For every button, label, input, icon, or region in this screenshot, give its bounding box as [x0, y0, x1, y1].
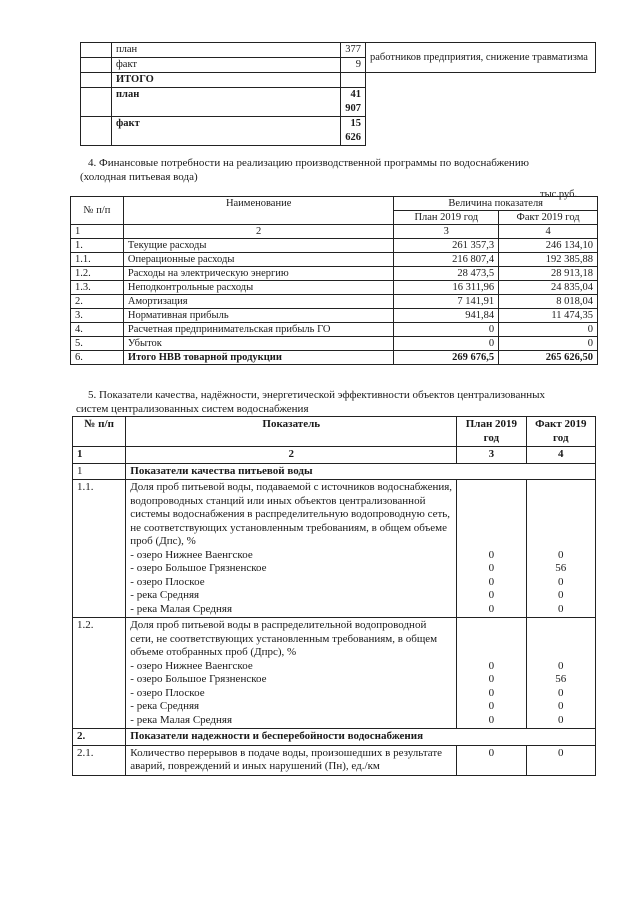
sub-name: - река Средняя [130, 589, 200, 601]
cell-name: Текущие расходы [123, 239, 393, 253]
cell-plan: 941,84 [394, 309, 499, 323]
cell-name: Нормативная прибыль [123, 309, 393, 323]
cell-plan: 216 807,4 [394, 253, 499, 267]
total-fact-value: 15 626 [341, 117, 366, 146]
header-fact: Факт 2019 год [526, 417, 595, 447]
row-label: план [112, 43, 341, 58]
quality-table [72, 416, 596, 776]
sub-plan: 0 [488, 686, 495, 699]
sub-plan: 0 [488, 562, 495, 574]
table-row [71, 309, 598, 323]
row-value: 377 [341, 43, 366, 58]
header-num: № п/п [73, 417, 126, 447]
cell-n: 1.1. [71, 253, 124, 267]
cell-name: Расходы на электрическую энергию [123, 267, 393, 281]
cell-fact: 0 [499, 323, 598, 337]
cell-plan: 7 141,91 [394, 295, 499, 309]
sub-plan-values [457, 480, 526, 618]
cell-fact: 192 385,88 [499, 253, 598, 267]
top-table-fragment [80, 42, 596, 146]
sub-plan: 0 [488, 673, 495, 685]
cell-name: Расчетная предпринимательская прибыль ГО [123, 323, 393, 337]
sub-fact: 0 [558, 548, 564, 561]
table-row [81, 43, 596, 58]
cell-plan: 0 [394, 323, 499, 337]
total-fact-label: факт [112, 117, 341, 146]
sub-name: - озеро Плоское [130, 686, 205, 699]
section4-unit: тыс.руб. [540, 189, 578, 200]
financial-rows [71, 239, 598, 351]
sub-names [130, 660, 452, 728]
sub-fact-values [526, 618, 595, 729]
header-name: Наименование [123, 197, 393, 225]
header-plan: План 2019 год [394, 211, 499, 225]
table-row [81, 117, 596, 146]
sub-names [130, 549, 452, 617]
cell-fact: 11 474,35 [499, 309, 598, 323]
sub-fact: 0 [558, 713, 564, 726]
table-row [71, 267, 598, 281]
sub-plan-values [457, 618, 526, 729]
cell-n: 5. [71, 337, 124, 351]
sub-fact: 0 [558, 659, 564, 672]
cell-fact: 0 [499, 337, 598, 351]
item-text: Доля проб питьевой воды в распределительной водопроводной сети, не соответствующих установленным требованиям, в общем объеме отобранных проб (Дпрс), % [130, 619, 438, 658]
cell-n: 1.2. [71, 267, 124, 281]
section4-heading: 4. Финансовые потребности на реализацию производственной программы по водоснабжению [88, 157, 529, 169]
table-row [81, 88, 596, 117]
sub-plan: 0 [488, 589, 495, 601]
section5-heading: 5. Показатели качества, надёжности, энергетической эффективности объектов централизованных [88, 389, 546, 401]
cell-plan: 0 [394, 337, 499, 351]
header-name: Показатель [126, 417, 457, 447]
cell-name: Операционные расходы [123, 253, 393, 267]
sub-fact: 0 [558, 602, 564, 615]
header-num: № п/п [71, 197, 124, 225]
sub-fact: 0 [558, 589, 564, 601]
cell-n: 1. [71, 239, 124, 253]
table-row [71, 295, 598, 309]
sub-name: - озеро Нижнее Ваенгское [130, 548, 253, 561]
total-row: 6. Итого НВВ товарной продукции 269 676,5 265 626,50 [71, 351, 598, 365]
sub-fact: 56 [555, 562, 567, 574]
sub-plan: 0 [488, 548, 495, 561]
group-row: 1 Показатели качества питьевой воды [73, 463, 596, 480]
sub-fact: 56 [555, 673, 567, 685]
sub-name: - река Малая Средняя [130, 602, 233, 615]
section5-subheading: систем централизованных систем водоснабжения [76, 403, 309, 415]
cell-n: 2. [71, 295, 124, 309]
index-row: 1 2 3 4 [73, 447, 596, 464]
cell-name: Убыток [123, 337, 393, 351]
index-row: 1 2 3 4 [71, 225, 598, 239]
cell-n: 3. [71, 309, 124, 323]
group-row: 2. Показатели надежности и бесперебойности водоснабжения [73, 729, 596, 746]
table-row [71, 281, 598, 295]
header-value-group: Величина показателя [394, 197, 598, 211]
section4-subheading: (холодная питьевая вода) [80, 171, 198, 183]
sub-name: - река Средняя [130, 700, 200, 712]
item-row: 1.1. Доля проб питьевой воды, подаваемой с источников водоснабжения, водопроводных станций или иных объектов централизованной системы водоснабжения в распределительную водопроводную сеть, не соответствующих установленным требованиям, в общем объеме проб (Дпс), % - озеро Нижнее Ваенгское - озеро Большое Грязненское - озеро Плоское - река Средняя - река Малая Средняя 0 0 0 0 0 0 56 0 0 0 [73, 480, 596, 618]
item-text: Доля проб питьевой воды, подаваемой с источников водоснабжения, водопроводных станций или иных объектов централизованной системы водоснабжения в распределительную водопроводную сеть, не соответствующих установленным требованиям, в общем объеме проб (Дпс), % [130, 481, 453, 547]
cell-n: 1.3. [71, 281, 124, 295]
sub-fact-values [526, 480, 595, 618]
sub-name: - озеро Нижнее Ваенгское [130, 659, 253, 672]
sub-plan: 0 [488, 575, 495, 588]
sub-fact: 0 [558, 700, 564, 712]
cell-fact: 246 134,10 [499, 239, 598, 253]
header-fact: Факт 2019 год [499, 211, 598, 225]
row-value: 9 [341, 58, 366, 73]
table-row [71, 337, 598, 351]
row-label: факт [112, 58, 341, 73]
sub-fact: 0 [558, 686, 564, 699]
sub-plan: 0 [488, 659, 495, 672]
financial-table [70, 196, 598, 365]
sub-name: - озеро Большое Грязненское [130, 562, 267, 574]
cell-plan: 261 357,3 [394, 239, 499, 253]
cell-name: Неподконтрольные расходы [123, 281, 393, 295]
sub-plan: 0 [488, 602, 495, 615]
sub-name: - озеро Плоское [130, 575, 205, 588]
item-row: 2.1. Количество перерывов в подаче воды, произошедших в результате аварий, повреждений и иных нарушений (Пн), ед./км 0 0 [73, 745, 596, 775]
sub-name: - озеро Большое Грязненское [130, 673, 267, 685]
header-plan: План 2019 год [457, 417, 526, 447]
table-row [71, 253, 598, 267]
cell-fact: 24 835,04 [499, 281, 598, 295]
sub-fact: 0 [558, 575, 564, 588]
cell-plan: 16 311,96 [394, 281, 499, 295]
cell-fact: 8 018,04 [499, 295, 598, 309]
total-plan-value: 41 907 [341, 88, 366, 117]
sub-plan: 0 [488, 700, 495, 712]
item-row: 1.2. Доля проб питьевой воды в распределительной водопроводной сети, не соответствующих установленным требованиям, в общем объеме отобранных проб (Дпрс), % - озеро Нижнее Ваенгское - озеро Большое Грязненское - озеро Плоское - река Средняя - река Малая Средняя 0 0 0 0 0 0 56 0 0 0 [73, 618, 596, 729]
cell-n: 4. [71, 323, 124, 337]
sub-name: - река Малая Средняя [130, 713, 233, 726]
table-row [71, 239, 598, 253]
cell-name: Амортизация [123, 295, 393, 309]
total-label: ИТОГО [112, 73, 341, 88]
cell-fact: 28 913,18 [499, 267, 598, 281]
row-note: работников предприятия, снижение травматизма [366, 43, 596, 73]
table-row [71, 323, 598, 337]
cell-plan: 28 473,5 [394, 267, 499, 281]
sub-plan: 0 [488, 713, 495, 726]
table-row [81, 73, 596, 88]
total-plan-label: план [112, 88, 341, 117]
